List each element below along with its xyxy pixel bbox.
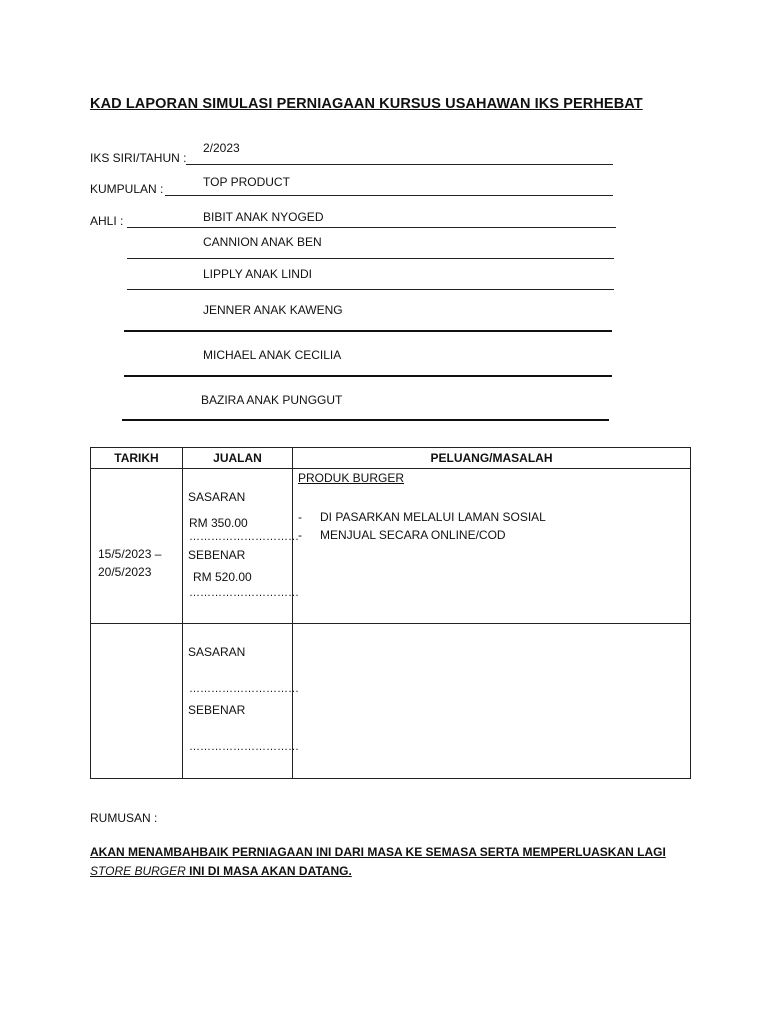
kumpulan-value: TOP PRODUCT — [203, 175, 290, 189]
rumusan-text-part1: AKAN MENAMBAHBAIK PERNIAGAAN INI DARI MASA KE SEMASA SERTA MEMPERLUASKAN LAGI — [90, 845, 666, 859]
sebenar-dots: ………………………… — [189, 741, 299, 753]
table-row — [91, 624, 691, 779]
sasaran-dots: ………………………… — [189, 683, 299, 695]
tarikh-cell-empty — [91, 624, 183, 779]
sasaran-label: SASARAN — [188, 645, 246, 659]
kumpulan-underline — [165, 195, 613, 196]
ahli-label: AHLI : — [90, 214, 124, 228]
ahli-member-3: LIPPLY ANAK LINDI — [203, 267, 312, 281]
page-title: KAD LAPORAN SIMULASI PERNIAGAAN KURSUS USAHAWAN IKS PERHEBAT — [90, 96, 643, 112]
ahli-underline-2 — [127, 258, 614, 259]
tarikh-cell — [91, 469, 183, 624]
rumusan-text — [90, 843, 690, 881]
peluang-cell-empty — [293, 624, 691, 779]
kumpulan-label: KUMPULAN : — [90, 182, 164, 196]
jualan-cell — [183, 469, 299, 624]
sebenar-label: SEBENAR — [188, 703, 246, 717]
report-table — [90, 447, 691, 779]
ahli-member-6: BAZIRA ANAK PUNGGUT — [201, 393, 343, 407]
sasaran-label: SASARAN — [188, 490, 246, 504]
ahli-underline-6 — [122, 419, 609, 421]
tarikh-start: 15/5/2023 – — [98, 547, 162, 561]
peluang-item-1: DI PASARKAN MELALUI LAMAN SOSIAL — [320, 510, 546, 524]
sebenar-dots: ………………………… — [189, 587, 299, 599]
rumusan-text-part2: INI DI MASA AKAN DATANG. — [185, 864, 352, 878]
iks-value: 2/2023 — [203, 141, 240, 155]
header-tarikh: TARIKH — [91, 448, 183, 469]
peluang-title: PRODUK BURGER — [298, 471, 405, 485]
header-jualan: JUALAN — [183, 448, 293, 469]
bullet-1: - — [298, 510, 302, 524]
sasaran-dots: ………………………… — [189, 531, 299, 543]
rumusan-text-italic: STORE BURGER — [90, 864, 186, 878]
iks-underline — [186, 164, 613, 165]
ahli-underline-3 — [127, 289, 614, 290]
jualan-cell — [183, 624, 299, 779]
ahli-underline-4 — [124, 330, 612, 332]
ahli-member-5: MICHAEL ANAK CECILIA — [203, 348, 342, 362]
bullet-2: - — [298, 528, 302, 542]
peluang-cell — [293, 469, 691, 624]
ahli-member-4: JENNER ANAK KAWENG — [203, 303, 343, 317]
sasaran-value: RM 350.00 — [189, 516, 248, 530]
table-header-row — [91, 448, 691, 469]
ahli-underline-1 — [127, 227, 616, 228]
header-peluang-masalah: PELUANG/MASALAH — [293, 448, 691, 469]
ahli-member-1: BIBIT ANAK NYOGED — [203, 210, 324, 224]
iks-label: IKS SIRI/TAHUN : — [90, 151, 187, 165]
rumusan-label: RUMUSAN : — [90, 811, 158, 825]
peluang-item-2: MENJUAL SECARA ONLINE/COD — [320, 528, 506, 542]
ahli-member-2: CANNION ANAK BEN — [203, 235, 322, 249]
sebenar-label: SEBENAR — [188, 548, 246, 562]
tarikh-end: 20/5/2023 — [98, 565, 152, 579]
ahli-underline-5 — [124, 375, 612, 377]
sebenar-value: RM 520.00 — [193, 570, 252, 584]
table-row — [91, 469, 691, 624]
